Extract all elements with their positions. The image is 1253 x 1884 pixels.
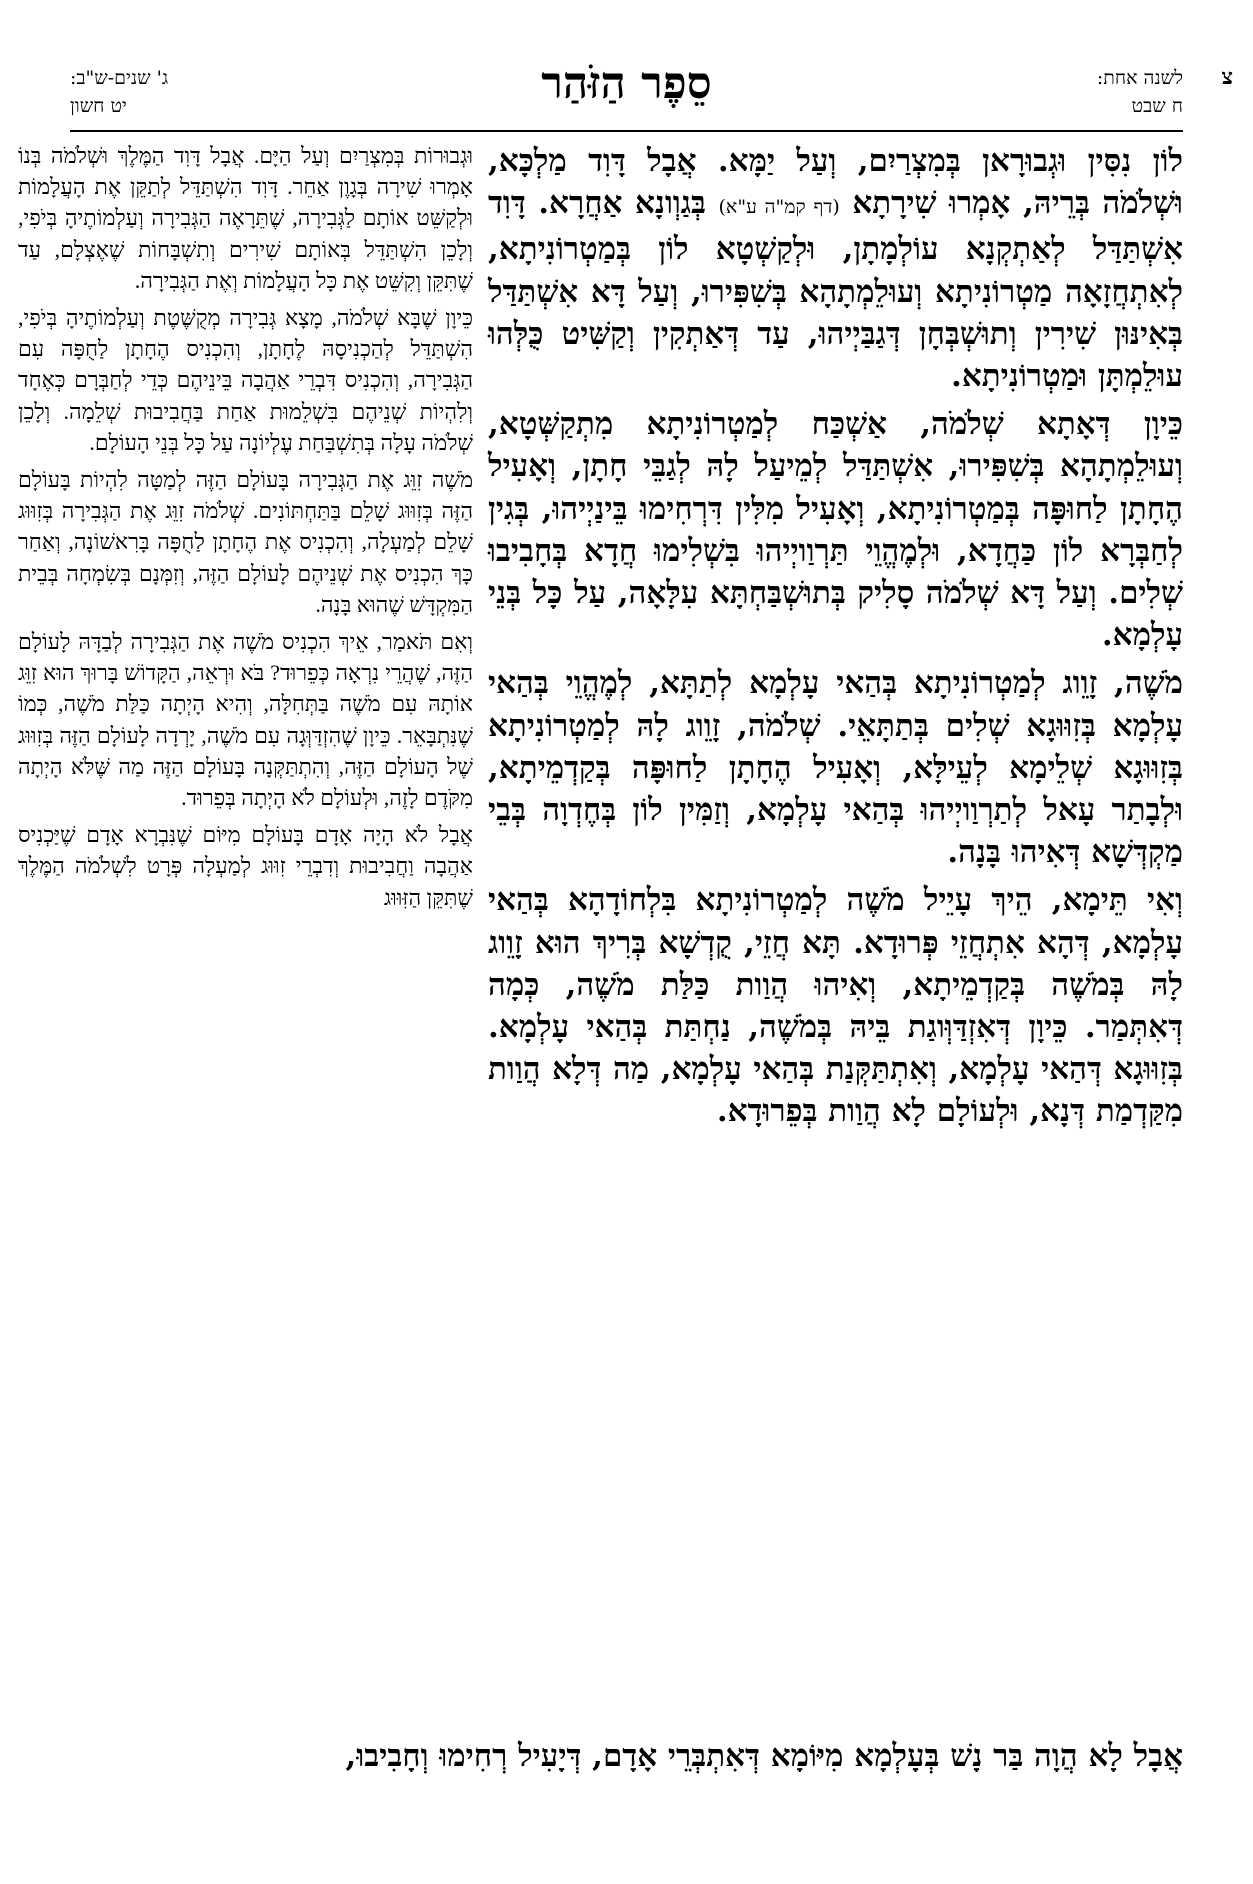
hebrew-translation-column xyxy=(18,140,473,919)
translation-paragraph: מֹשֶׁה זִוֵּג אֶת הַגְּבִירָה בָּעוֹלָם הַזֶּה לְמַטָּה לִהְיוֹת בָּעוֹלָם הַזֶּה בְּזִוּוּג שָׁלֵם בַּתַּחְתּוֹנִים. שְׁלֹמֹה זִוֵּג אֶת הַגְּבִירָה בְּזִוּוּג שָׁלֵם לְמַעְלָה, וְהִכְנִיס אֶת הֶחָתָן לַחֻפָּה בָּרִאשׁוֹנָה, וְאַחַר כָּךְ הִכְנִיס אֶת שְׁנֵיהֶם לָעוֹלָם הַזֶּה, וְזִמְּנָם בְּשִׂמְחָה בְּבֵית הַמִּקְדָּשׁ שֶׁהוּא בָּנָה. xyxy=(18,467,473,617)
translation-paragraph: וְאִם תֹּאמַר, אֵיךְ הִכְנִיס מֹשֶׁה אֶת הַגְּבִירָה לְבַדָּהּ לָעוֹלָם הַזֶּה, שֶׁהֲרֵי נִרְאָה כְּפֵרוּד? בֹּא וּרְאֵה, הַקָּדוֹשׁ בָּרוּךְ הוּא זִוֵּג אוֹתָהּ עִם מֹשֶׁה בַּתְּחִלָּה, וְהִיא הָיְתָה כַּלַּת מֹשֶׁה, כְּמוֹ שֶׁנִּתְבָּאֵר. כֵּיוָן שֶׁהִזְדַּוְּגָה עִם מֹשֶׁה, יָרְדָה לָעוֹלָם הַזֶּה בְּזִוּוּג שֶׁל הָעוֹלָם הַזֶּה, וְהִתְתַּקְּנָה בָּעוֹלָם הַזֶּה מַה שֶּׁלֹּא הָיְתָה מִקֹּדֶם לָזֶה, וּלְעוֹלָם לֹא הָיְתָה בְּפֵרוּד. xyxy=(18,629,473,811)
header-schedule-three-years: ג' שנים-ש"ב: xyxy=(70,67,169,89)
header-date-left: יט חשון xyxy=(70,95,127,117)
aramaic-paragraph: כֵּיוָן דְּאָתָא שְׁלֹמֹה, אַשְׁכַּח לְמַטְרוֹנִיתָא מִתְקַשְּׁטָא, וְעוּלֵמְתָהָא בְּשִׁפִּירוּ, אִשְׁתַּדַּל לְמֵיעַל לָהּ לְגַבֵּי חָתָן, וְאָעִיל הֶחָתָן לַחוּפָּה בְּמַטְרוֹנִיתָא, וְאָעִיל מִלִּין דִּרְחִימוּ בֵּינַיְיהוּ, בְּגִין לְחַבְּרָא לוֹן כַּחֲדָא, וּלְמֶהֱוֵי תַּרְוַויְיהוּ בִּשְׁלִימוּ חֲדָא בְּחָבִיבוּ שְׁלִים. וְעַל דָּא שְׁלֹמֹה סָלִיק בְּתוּשְׁבַּחְתָּא עִלָּאָה, עַל כָּל בְּנֵי עָלְמָא. xyxy=(488,406,1183,654)
book-title: סֵפֶר הַזֹּהַר xyxy=(541,58,712,109)
page-header xyxy=(70,54,1233,132)
aramaic-column xyxy=(488,140,1183,1139)
aramaic-paragraph: וְאִי תֵּימָא, הֵיךְ עָיֵיל מֹשֶׁה לְמַטְרוֹנִיתָא בִּלְחוֹדָהָא בְּהַאי עָלְמָא, דְּהָא אִתְחֲזֵי פְּרוּדָא. תָּא חֲזֵי, קֻדְשָׁא בְּרִיךְ הוּא זָוֵוג לָהּ בְּמֹשֶׁה בְּקַדְמֵיתָא, וְאִיהוּ הֲוַות כַּלַּת מֹשֶׁה, כְּמָה דְּאִתְּמַר. כֵּיוָן דְּאִזְדַּוְּוגַת בֵּיהּ בְּמֹשֶׁה, נַחְתַּת בְּהַאי עָלְמָא. בְּזִוּוּגָא דְּהַאי עָלְמָא, וְאִתְתַּקְּנַת בְּהַאי עָלְמָא, מַה דְּלָא הֲוַות מִקַּדְמַת דְּנָא, וּלְעוֹלָם לָא הֲוַות בְּפֵרוּדָא. xyxy=(488,882,1183,1130)
translation-paragraph: כֵּיוָן שֶׁבָּא שְׁלֹמֹה, מָצָא גְּבִירָה מְקֻשֶּׁטֶת וְעַלְמוֹתֶיהָ בְּיֹפִי, הִשְׁתַּדֵּל לְהַכְנִיסָהּ לֶחָתָן, וְהִכְנִיס הֶחָתָן לַחֻפָּה עִם הַגְּבִירָה, וְהִכְנִיס דִּבְרֵי אַהֲבָה בֵּינֵיהֶם כְּדֵי לְחַבְּרָם כְּאֶחָד וְלִהְיוֹת שְׁנֵיהֶם בִּשְׁלֵמוּת אַחַת בַּחֲבִיבוּת שְׁלֵמָה. וְלָכֵן שְׁלֹמֹה עָלָה בְּתִשְׁבַּחַת עֶלְיוֹנָה עַל כָּל בְּנֵי הָעוֹלָם. xyxy=(18,305,473,455)
aramaic-continuation-line: אֲבָל לָא הֲוָה בַּר נָשׁ בְּעָלְמָא מִיּוֹמָא דְּאִתְבְּרֵי אָדָם, דְּיָעִיל רְחִימוּ וְחָבִיבוּ, xyxy=(345,1738,1183,1774)
paragraph-text: בְּגַוְונָא אַחֲרָא. דָּוִד אִשְׁתַּדַּל לְאַתְקְנָא עוֹלְמָתָן, וּלְקַשְׁטָא לוֹן בְּמַטְרוֹנִיתָא, לְאִתְחֲזָאָה מַטְרוֹנִיתָא וְעוּלֵמְתָהָא בְּשִׁפִּירוּ, וְעַל דָּא אִשְׁתַּדַּל בְּאִינּוּן שִׁירִין וְתוּשְׁבְּחָן דְּגַבַּיְיהוּ, עַד דְּאַתְקִין וְקַשִּׁיט כֻּלְּהוּ עוּלֵמְתָּן וּמַטְרוֹנִיתָא. xyxy=(488,185,1183,395)
header-schedule-one-year: לשנה אחת: xyxy=(1096,67,1183,89)
aramaic-paragraph: מֹשֶׁה, זָוֵוג לְמַטְרוֹנִיתָא בְּהַאי עָלְמָא לְתַתָּא, לְמֶהֱוֵי בְּהַאי עָלְמָא בְּזִוּוּגָא שְׁלִים בְּתַתָּאֵי. שְׁלֹמֹה, זָוֵוג לָהּ לְמַטְרוֹנִיתָא בְּזִוּוּגָא שְׁלֵימָא לְעֵילָּא, וְאָעִיל הֶחָתָן לַחוּפָּה בְּקַדְמֵיתָא, וּלְבָתַר עָאל לְתַרְוַויְיהוּ בְּהַאי עָלְמָא, וְזַמִּין לוֹן בְּחֶדְוָה בְּבֵי מַקְדְּשָׁא דְּאִיהוּ בָּנָה. xyxy=(488,665,1183,871)
aramaic-paragraph xyxy=(488,140,1183,397)
folio-reference: (דף קמ"ה ע"א) xyxy=(718,196,840,219)
translation-paragraph: אֲבָל לֹא הָיָה אָדָם בָּעוֹלָם מִיּוֹם שֶׁנִּבְרָא אָדָם שֶׁיַּכְנִיס אַהֲבָה וַחֲבִיבוּת וְדִבְרֵי זִוּוּג לְמַעְלָה פְּרָט לִשְׁלֹמֹה הַמֶּלֶךְ שֶׁתִּקֵּן הַזִּוּוּג xyxy=(18,822,473,910)
header-date-right: ח שבט xyxy=(1131,95,1183,117)
paragraph-text: לוֹן נִסִּין וּגְבוּרָאן בְּמִצְרַיִם, וְעַל יַמָּא. אֲבָל דָּוִד מַלְכָּא, וּשְׁלֹמֹה בְּרֵיהּ, אָמְרוּ שִׁירָתָא xyxy=(488,143,1183,222)
translation-paragraph: וּגְבוּרוֹת בְּמִצְרַיִם וְעַל הַיָּם. אֲבָל דָּוִד הַמֶּלֶךְ וּשְׁלֹמֹה בְּנוֹ אָמְרוּ שִׁירָה בְּגָוֶן אַחֵר. דָּוִד הִשְׁתַּדֵּל לְתַקֵּן אֶת הָעֲלָמוֹת וּלְקַשֵּׁט אוֹתָם לַגְּבִירָה, שֶׁתֵּרָאֶה הַגְּבִירָה וְעַלְמוֹתֶיהָ בְּיֹפִי, וְלָכֵן הִשְׁתַּדֵּל בְּאוֹתָם שִׁירִים וְתִשְׁבָּחוֹת שֶׁאֶצְלָם, עַד שֶׁתִּקֵּן וְקִשֵּׁט אֶת כָּל הָעֲלָמוֹת וְאֶת הַגְּבִירָה. xyxy=(18,143,473,293)
header-left xyxy=(70,64,168,120)
header-divider xyxy=(70,130,1183,132)
page-number: צ xyxy=(1221,64,1233,90)
